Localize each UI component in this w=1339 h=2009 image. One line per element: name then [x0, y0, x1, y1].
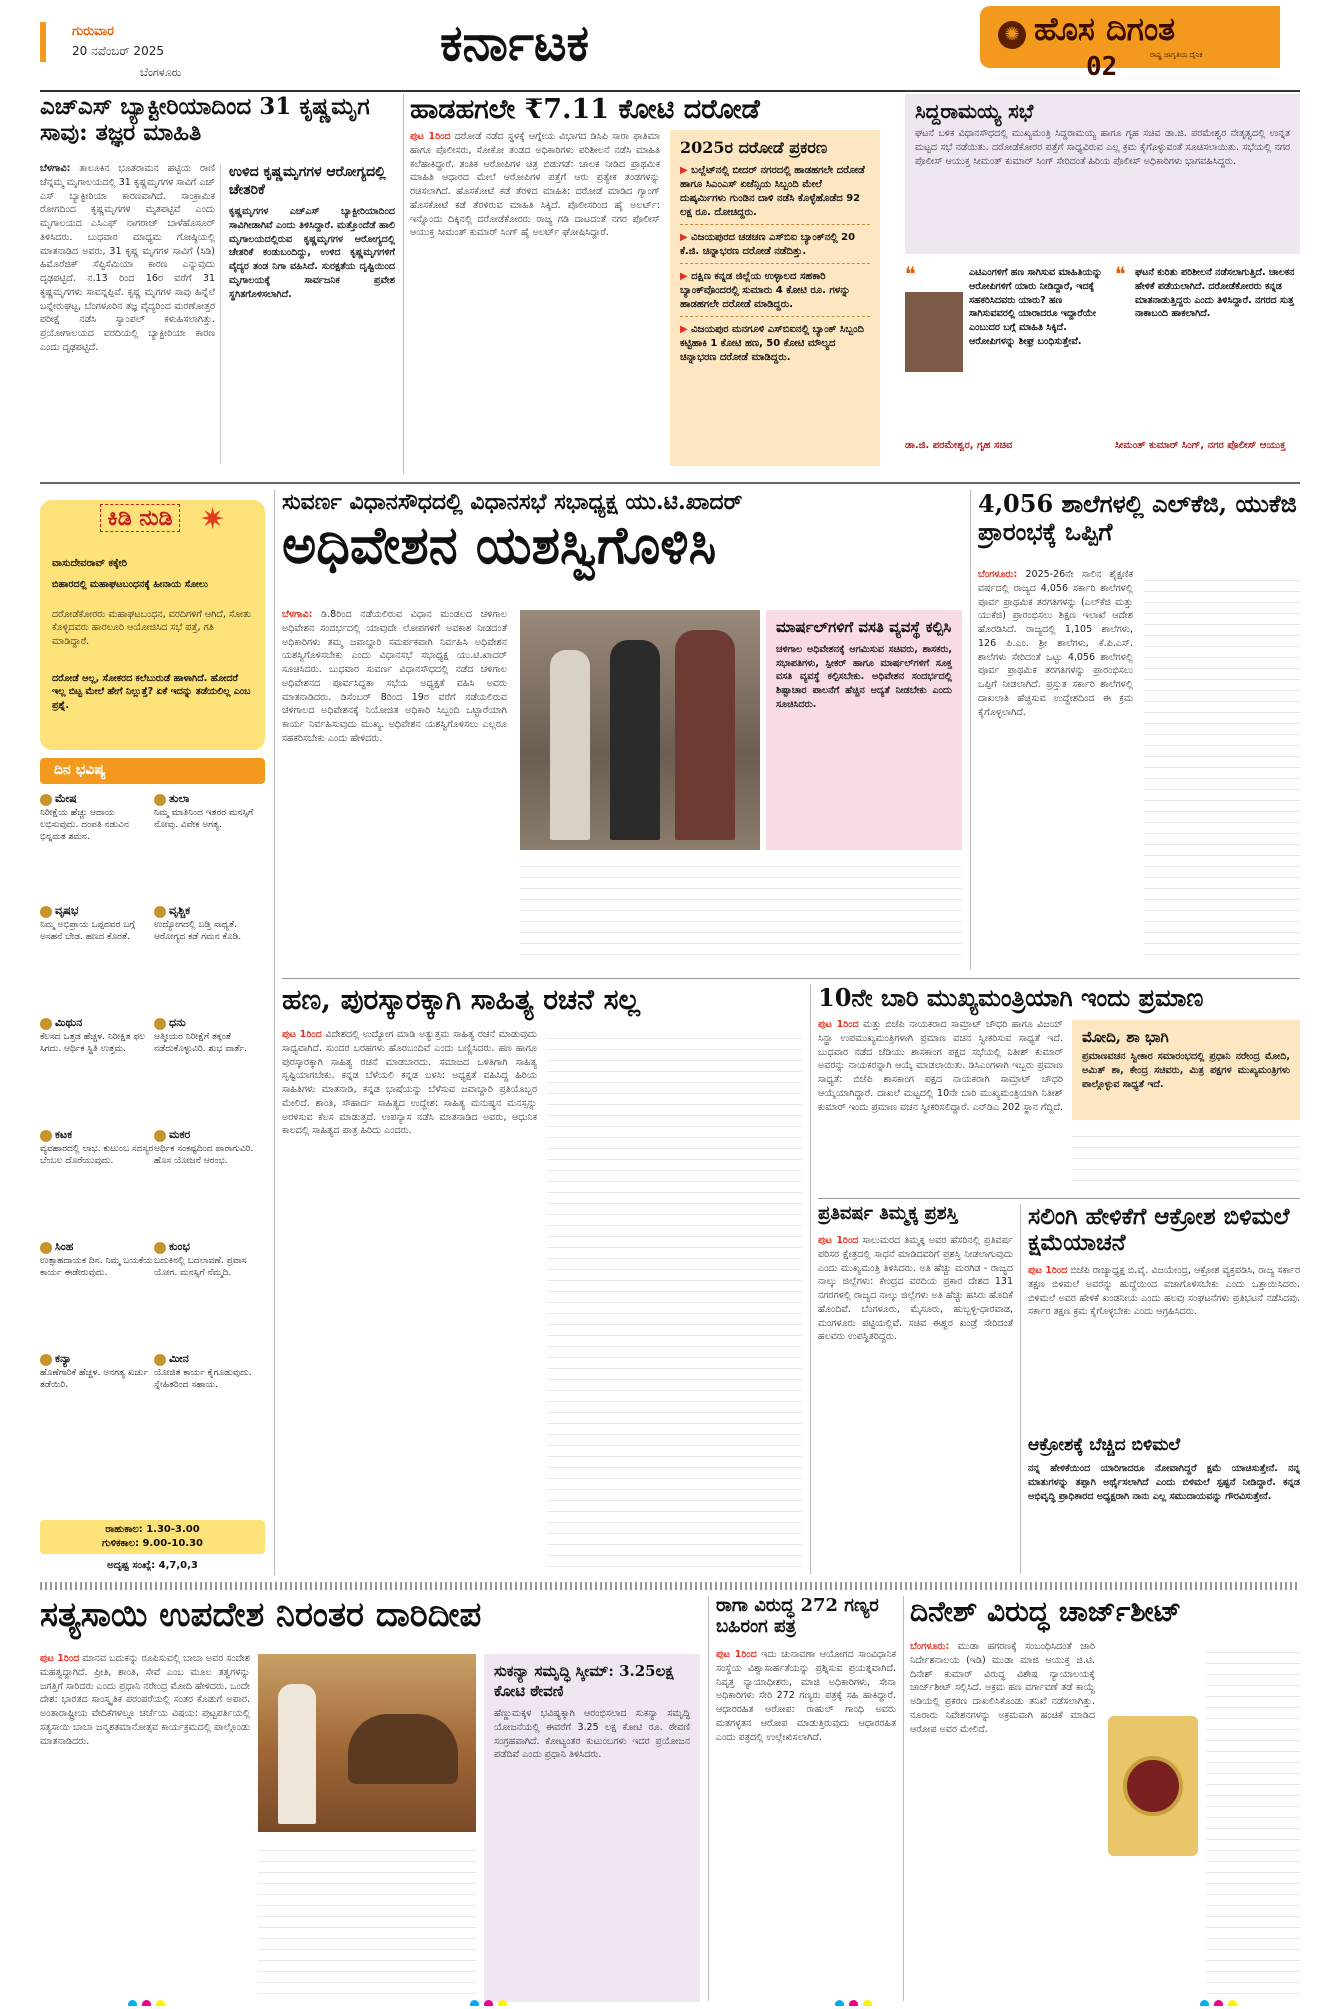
session-continued-text	[520, 856, 962, 964]
robbery-dateline: ಪುಟ 1ರಿಂದ	[410, 131, 451, 142]
spark-icon: ✷	[200, 502, 226, 537]
quote-police-commissioner	[1115, 262, 1300, 474]
masthead-city: ಬೆಂಗಳೂರು	[140, 66, 182, 79]
aries-icon	[40, 794, 52, 806]
bottom-divider	[40, 1582, 1300, 1590]
registration-marks	[470, 1994, 510, 2006]
emblem-icon	[1123, 1756, 1183, 1816]
photo-figure	[550, 650, 590, 840]
horoscope-item: ವೃಷಭ ನಿಮ್ಮ ಅಭಿಪ್ರಾಯ ಒಪ್ಪದವರ ಬಗ್ಗೆ ಅಸಹನೆ ಬೇಡ. ಹಣದ ಕೊರತೆ.	[40, 904, 136, 942]
taurus-icon	[40, 906, 52, 918]
quote-mark-icon: ❝	[1115, 262, 1126, 286]
paper-tagline: ರಾಷ್ಟ್ರ ಜಾಗೃತಿಯ ದೈನಿಕ	[1150, 51, 1203, 59]
photo-figure	[610, 640, 660, 840]
horoscope-item: ಕನ್ಯಾ ಹೊಣೆಗಾರಿಕೆ ಹೆಚ್ಚಳ. ಅನಗತ್ಯ ಖರ್ಚು ತಡೆಯಿರಿ.	[40, 1352, 149, 1390]
robbery-box-title: 2025ರ ದರೋಡೆ ಪ್ರಕರಣ	[680, 138, 828, 157]
sukanya-box-title: ಸುಕನ್ಯಾ ಸಮೃದ್ಧಿ ಸ್ಕೀಮ್: 3.25ಲಕ್ಷ ಕೋಟಿ ಠೇವಣಿ	[494, 1662, 674, 1700]
registration-marks	[1200, 1994, 1240, 2006]
row-rule	[40, 482, 1300, 484]
col-rule	[970, 490, 971, 970]
session-body-text: ಡಿ.8ರಿಂದ ನಡೆಯಲಿರುವ ವಿಧಾನ ಮಂಡಲದ ಚಳಿಗಾಲ ಅಧಿವೇಶನ ಸಂದರ್ಭದಲ್ಲಿ ಯಾವುದೇ ಲೋಪಗಳಿಗೆ ಅವಕಾಶ ನೀಡದಂತೆ ಅಧಿಕಾರಿಗಳು ತಮ್ಮ ಜವಾಬ್ದಾರಿ ಸಮರ್ಪಕವಾಗಿ ನಿರ್ವಹಿಸಿ ಅಧಿವೇಶನ ಯಶಸ್ವಿಗೊಳಿಸಬೇಕು ಎಂದು ವಿಧಾನಸಭೆ ಸಭಾಧ್ಯಕ್ಷ ಯು.ಟಿ.ಖಾದರ್ ಸೂಚಿಸಿದರು. ಬುಧವಾರ ಸುವರ್ಣ ವಿಧಾನಸೌಧದಲ್ಲಿ ನಡೆದ ಚಳಿಗಾಲ ಅಧಿವೇಶನದ ಪೂರ್ವಸಿದ್ಧತಾ ಸಭೆಯ ಅಧ್ಯಕ್ಷತೆ ವಹಿಸಿ ಅವರು ಮಾತನಾಡಿದರು. ಡಿಸೆಂಬರ್ 8ರಿಂದ 19ರ ವರೆಗೆ ನಡೆಯಲಿರುವ ಚಳಿಗಾಲದ ಅಧಿವೇಶನಕ್ಕೆ ನಿಯೋಜಿತ ಅಧಿಕಾರಿ ಸಿಬ್ಬಂದಿ ಒಟ್ಟಾರೆಯಾಗಿ ಕಾರ್ಯ ನಿರ್ವಹಿಸುವುದು ಮುಖ್ಯ. ಅಧಿವೇಶನ ಯಶಸ್ವಿಗೊಳಿಸಲು ಎಲ್ಲರೂ ಸಹಕರಿಸಬೇಕು ಎಂದು ಹೇಳಿದರು.	[282, 609, 507, 744]
dinesh-continued-text	[1206, 1642, 1300, 2000]
masthead	[0, 0, 1339, 92]
session-box-title: ಮಾರ್ಷಲ್‌ಗಳಿಗೆ ವಸತಿ ವ್ಯವಸ್ಥೆ ಕಲ್ಪಿಸಿ	[776, 618, 952, 636]
deer-body-text: ತಾಲೂಕಿನ ಭೂತರಾಮನ ಹಟ್ಟಿಯ ರಾಣಿ ಚೆನ್ನಮ್ಮ ಮೃಗಾಲಯದಲ್ಲಿ 31 ಕೃಷ್ಣಮೃಗಗಳ ಸಾವಿಗೆ ಎಚ್ ಎಸ್ ಬ್ಯಾಕ್ಟೀರಿಯಾ ಕಾರಣವಾಗಿದೆ. ಸಾಂಕ್ರಾಮಿಕ ರೋಗದಿಂದ ಕೃಷ್ಣಮೃಗಗಳ ಮೃತಪಟ್ಟಿವೆ ಎಂದು ಮೃಗಾಲಯದ ಎಸಿಎಫ್ ನಾಗರಾಜ್ ಬಾಳೆಹೊಸೂರ್ ತಿಳಿಸಿದರು. ಬುಧವಾರ ಮಾಧ್ಯಮ ಗೋಷ್ಠಿಯಲ್ಲಿ ಮಾತನಾಡಿದ ಅವರು, 31 ಕೃಷ್ಣ ಮೃಗಗಳ ಸಾವಿಗೆ (ಸಿಡಿ) ಹಿಮೊರೆಜಿಕ್ ಸೆಪ್ಟಿಸೆಮಿಯಾ ಕಾರಣ ಎನ್ನುವುದು ದೃಢಪಟ್ಟಿದೆ. ನ.13 ರಿಂದ 16ರ ವರೆಗೆ 31 ಕೃಷ್ಣಮೃಗಗಳು ಸಾವನ್ನಪ್ಪಿವೆ. ಕೃಷ್ಣ ಮೃಗಗಳ ಸಾವು ಹಿನ್ನೆಲೆ ಬನ್ನೇರುಘಟ್ಟ, ಬೆಂಗಳೂರಿನ ತಜ್ಞ ವೈದ್ಯರಿಂದ ಮರಣೋತ್ತರ ಪರೀಕ್ಷೆ ನಡೆಸಿ ಸ್ಯಾಂಪಲ್ ಕಳುಹಿಸಲಾಗಿತ್ತು. ಪ್ರಯೋಗಾಲಯದ ವರದಿಯಲ್ಲಿ ಬ್ಯಾಕ್ಟೀರಿಯಾ ಕಾರಣ ಎಂದು ದೃಢಪಟ್ಟಿದೆ.	[40, 163, 215, 353]
horoscope-item: ಸಿಂಹ ಉತ್ಸಾಹದಾಯಕ ದಿನ. ನಿಮ್ಮ ಬಯಕೆಯ ಕಾರ್ಯ ಈಡೇರುವುದು.	[40, 1240, 153, 1278]
col-rule	[903, 1596, 904, 2001]
row-rule	[282, 978, 1300, 979]
robbery-box	[670, 130, 880, 466]
scorpio-icon	[154, 906, 166, 918]
dinesh-body	[910, 1640, 1095, 2000]
sathya-sai-dateline: ಪುಟ 1ರಿಂದ	[40, 1653, 80, 1664]
horoscope-item: ಮೇಷ ನಿರೀಕ್ಷೆಯ ಹೆಚ್ಚು ಆದಾಯ ಲಭಿಸುವುದು. ದಂಪತಿ ನಡುವಿನ ಭಿನ್ನಮತ ಶಮನ.	[40, 792, 129, 843]
aquarius-icon	[154, 1242, 166, 1254]
bilimale-body-text: ಬಿಜೆಪಿ ರಾಜ್ಯಾಧ್ಯಕ್ಷ ಬಿ.ವೈ. ವಿಜಯೇಂದ್ರ, ಆಕ್ರೋಶ ವ್ಯಕ್ತಪಡಿಸಿ, ರಾಜ್ಯ ಸರ್ಕಾರ ತಕ್ಷಣ ಬಿಳಿಮಲೆ ಅವರನ್ನು ಹುದ್ದೆಯಿಂದ ವಜಾಗೊಳಿಸಬೇಕು ಎಂದು ಒತ್ತಾಯಿಸಿದರು. ಬಿಳಿಮಲೆ ಅವರ ಹೇಳಿಕೆ ಖಂಡನೀಯ ಎಂದು ಹಲವು ಸಂಘಟನೆಗಳು ಪ್ರತಿಭಟನೆ ನಡೆಸಿದವು. ಸರ್ಕಾರ ತಕ್ಷಣ ಕ್ರಮ ಕೈಗೊಳ್ಳಬೇಕು ಎಂದು ಆಗ್ರಹಿಸಿದರು.	[1028, 1265, 1300, 1318]
deer-box-title: ಉಳಿದ ಕೃಷ್ಣಮೃಗಗಳ ಆರೋಗ್ಯದಲ್ಲಿ ಚೇತರಿಕೆ	[229, 164, 386, 198]
libra-icon	[154, 794, 166, 806]
cm-headline: ಸಿದ್ದರಾಮಯ್ಯ ಸಭೆ	[915, 99, 1034, 123]
horoscope-item: ಮಕರ ಆರ್ಥಿಕ ಸಂಕಷ್ಟದಿಂದ ಪಾರಾಗುವಿರಿ. ಹೊಸ ಯೋಜನೆ ಆರಂಭ.	[154, 1128, 254, 1166]
horoscope-title: ದಿನ ಭವಿಷ್ಯ	[54, 762, 106, 778]
horoscope-item: ವೃಶ್ಚಿಕ ಉದ್ಯೋಗದಲ್ಲಿ ಬಡ್ತಿ ಸಾಧ್ಯತೆ. ಆರೋಗ್ಯದ ಕಡೆ ಗಮನ ಕೊಡಿ.	[154, 904, 242, 942]
horoscope-title-bar	[40, 758, 265, 784]
story-deer	[40, 94, 395, 474]
capricorn-icon	[154, 1130, 166, 1142]
story-bihar-cm	[818, 984, 1300, 1192]
photo-figure	[348, 1714, 458, 1784]
section-title: ಕರ್ನಾಟಕ	[440, 18, 589, 68]
sathya-sai-photo	[258, 1654, 476, 1832]
bullet-icon: ▶	[680, 232, 692, 243]
robbery-headline: ಹಾಡಹಗಲೇ ₹7.11 ಕೋಟಿ ದರೋಡೆ	[410, 94, 760, 125]
cm-body: ಘಟನೆ ಬಳಿಕ ವಿಧಾನಸೌಧದಲ್ಲಿ ಮುಖ್ಯಮಂತ್ರಿ ಸಿದ್ದರಾಮಯ್ಯ ಹಾಗೂ ಗೃಹ ಸಚಿವ ಡಾ.ಜಿ. ಪರಮೇಶ್ವರ ನೇತೃತ್ವದಲ್ಲಿ ಉನ್ನತ ಮಟ್ಟದ ಸಭೆ ನಡೆಯಿತು. ದರೋಡೆಕೋರರ ಪತ್ತೆಗೆ ಸಾಧ್ಯವಿರುವ ಎಲ್ಲ ಕ್ರಮ ಕೈಗೊಳ್ಳುವಂತೆ ಸೂಚಿಸಲಾಯಿತು. ಸಭೆಯಲ್ಲಿ ನಗರ ಪೊಲೀಸ್ ಆಯುಕ್ತ ಸೀಮಂತ್ ಕುಮಾರ್ ಸಿಂಗ್ ಸೇರಿದಂತೆ ಹಿರಿಯ ಪೊಲೀಸ್ ಅಧಿಕಾರಿಗಳು ಭಾಗವಹಿಸಿದ್ದರು.	[915, 128, 1290, 167]
robbery-box-item: ▶ ವಿಜಯಪುರ ಮನಗೂಳಿ ಎಸ್‌ಬಿಐನಲ್ಲಿ ಬ್ಯಾಂಕ್ ಸಿಬ್ಬಂದಿ ಕಟ್ಟಿಹಾಕಿ 1 ಕೋಟಿ ಹಣ, 50 ಕೋಟಿ ಮೌಲ್ಯದ ಚಿನ್ನಾಭರಣ ದರೋಡೆ ಮಾಡಿದ್ದರು.	[680, 324, 865, 363]
session-photo	[520, 610, 760, 850]
horoscope-item: ಧನು ಆತ್ಮೀಯರ ನಿರೀಕ್ಷೆಗೆ ತಕ್ಕಂತೆ ನಡೆದುಕೊಳ್ಳುವಿರಿ. ಶುಭ ವಾರ್ತೆ.	[154, 1016, 247, 1054]
col-rule	[403, 94, 404, 474]
deer-box	[220, 164, 395, 464]
photo-figure	[278, 1684, 316, 1824]
horoscope-item: ಮೀನ ಯೋಜಿತ ಕಾರ್ಯ ಕೈಗೂಡುವುದು. ಸ್ನೇಹಿತರಿಂದ ಸಹಾಯ.	[154, 1352, 252, 1390]
session-body	[282, 608, 507, 963]
quote2-text: ಘಟನೆ ಕುರಿತು ಪರಿಶೀಲನೆ ನಡೆಸಲಾಗುತ್ತಿದೆ. ಚಾಲಕನ ಹೇಳಿಕೆ ಪಡೆಯಲಾಗಿದೆ. ದರೋಡೆಕೋರರು ಕನ್ನಡ ಮಾತನಾಡುತ್ತಿದ್ದರು ಎಂದು ತಿಳಿಸಿದ್ದಾರೆ. ನಗರದ ಸುತ್ತ ನಾಕಾಬಂದಿ ಹಾಕಲಾಗಿದೆ.	[1135, 267, 1295, 320]
kidi-nudi-lead: ಬಿಹಾರದಲ್ಲಿ ಮಹಾಘಟಬಂಧನಕ್ಕೆ ಹೀನಾಯ ಸೋಲು	[52, 579, 208, 590]
bilimale-body	[1028, 1264, 1300, 1424]
story-literature	[282, 984, 802, 1574]
kidi-nudi-box	[40, 500, 265, 750]
bihar-dateline: ಪುಟ 1ರಿಂದ	[818, 1019, 859, 1030]
thimmakka-body-text: ಸಾಲುಮರದ ತಿಮ್ಮಕ್ಕ ಅವರ ಹೆಸರಿನಲ್ಲಿ ಪ್ರತಿವರ್ಷ ಪರಿಸರ ಕ್ಷೇತ್ರದಲ್ಲಿ ಸಾಧನೆ ಮಾಡಿದವರಿಗೆ ಪ್ರಶಸ್ತಿ ನೀಡಲಾಗುವುದು ಎಂದು ಮುಖ್ಯಮಂತ್ರಿ ತಿಳಿಸಿದರು. ಅತಿ ಹೆಚ್ಚು ಮರಗಿಡ - ರಾಜ್ಯದ ನಾಲ್ಕು ಜಿಲ್ಲೆಗಳು: ಕೇಂದ್ರದ ವರದಿಯ ಪ್ರಕಾರ ದೇಶದ 131 ನಗರಗಳಲ್ಲಿ ರಾಜ್ಯದ ನಾಲ್ಕು ಜಿಲ್ಲೆಗಳು ಅತಿ ಹೆಚ್ಚು ಹಸಿರು ಹೊದಿಕೆ ಹೊಂದಿವೆ. ಬೆಂಗಳೂರು, ಮೈಸೂರು, ಹುಬ್ಬಳ್ಳಿ-ಧಾರವಾಡ, ಮಂಗಳೂರು ಪಟ್ಟಿಯಲ್ಲಿವೆ. ಸಚಿವ ಈಶ್ವರ ಖಂಡ್ರೆ ಸೇರಿದಂತೆ ಹಲವರು ಉಪಸ್ಥಿತರಿದ್ದರು.	[818, 1235, 1013, 1343]
photo-figure	[675, 630, 735, 840]
robbery-box-item: ▶ ಬಲ್ಲೆಟ್‌ನಲ್ಲಿ ಬೀದರ್ ನಗರದಲ್ಲಿ ಹಾಡಹಗಲೇ ದರೋಡೆ ಹಾಗೂ ಸಿಎಂಎಸ್ ಏಜೆನ್ಸಿಯ ಸಿಬ್ಬಂದಿ ಮೇಲೆ ದುಷ್ಕರ್ಮಿಗಳು ಗುಂಡಿನ ದಾಳಿ ನಡೆಸಿ ಕೊಳ್ಳೆಹೊಡೆದ 92 ಲಕ್ಷ ರೂ. ದೋಚಿದ್ದರು.	[680, 164, 870, 225]
story-raga	[716, 1596, 896, 2006]
bihar-box-title: ಮೋದಿ, ಶಾ ಭಾಗಿ	[1082, 1028, 1169, 1046]
session-headline: ಅಧಿವೇಶನ ಯಶಸ್ವಿಗೊಳಿಸಿ	[282, 515, 717, 577]
schools-dateline: ಬೆಂಗಳೂರು:	[978, 569, 1018, 580]
raga-headline: ರಾಗಾ ವಿರುದ್ಧ 272 ಗಣ್ಯರ ಬಹಿರಂಗ ಪತ್ರ	[716, 1596, 879, 1637]
bihar-body	[818, 1018, 1063, 1188]
thimmakka-body	[818, 1234, 1013, 1569]
quote-mark-icon: ❝	[905, 262, 916, 286]
horoscope-item: ಮಿಥುನ ಕೆಲಸದ ಒತ್ತಡ ಹೆಚ್ಚಳ. ನಿರೀಕ್ಷಿತ ಫಲ ಸಿಗದು. ಆರ್ಥಿಕ ಸ್ಥಿತಿ ಉತ್ತಮ.	[40, 1016, 146, 1054]
sukanya-box	[484, 1654, 700, 2002]
sagittarius-icon	[154, 1018, 166, 1030]
session-box	[766, 610, 962, 850]
literature-body	[282, 1028, 537, 1568]
dinesh-headline: ದಿನೇಶ್ ವಿರುದ್ಧ ಚಾರ್ಜ್‌ಶೀಟ್	[910, 1596, 1182, 1628]
bilimale-headline: ಸಲಿಂಗಿ ಹೇಳಿಕೆಗೆ ಆಕ್ರೋಶ ಬಿಳಿಮಲೆ ಕ್ಷಮೆಯಾಚನೆ	[1028, 1204, 1290, 1257]
gemini-icon	[40, 1018, 52, 1030]
schools-headline: 4,056 ಶಾಲೆಗಳಲ್ಲಿ ಎಲ್‌ಕೆಜಿ, ಯುಕೆಜಿ ಪ್ರಾರಂಭಕ್ಕೆ ಒಪ್ಪಿಗೆ	[978, 490, 1297, 546]
raga-body-text: ಇದು ಚುನಾವಣಾ ಆಯೋಗದ ಸಾಂವಿಧಾನಿಕ ಸಂಸ್ಥೆಯ ವಿಶ್ವಾಸಾರ್ಹತೆಯನ್ನು ಪ್ರಶ್ನಿಸುವ ಪ್ರಯತ್ನವಾಗಿದೆ. ನಿವೃತ್ತ ನ್ಯಾಯಾಧೀಶರು, ಮಾಜಿ ಅಧಿಕಾರಿಗಳು, ಸೇನಾ ಅಧಿಕಾರಿಗಳು ಸೇರಿ 272 ಗಣ್ಯರು ಪತ್ರಕ್ಕೆ ಸಹಿ ಹಾಕಿದ್ದಾರೆ. ಆಧಾರರಹಿತ ಆರೋಪ: ರಾಹುಲ್ ಗಾಂಧಿ ಅವರು ಮತಗಳ್ಳತನ ಆರೋಪ ಮಾಡುತ್ತಿರುವುದು ಆಧಾರರಹಿತ ಎಂದು ಪತ್ರದಲ್ಲಿ ಉಲ್ಲೇಖಿಸಲಾಗಿದೆ.	[716, 1649, 896, 1743]
story-sathya-sai	[40, 1596, 700, 2006]
story-schools	[978, 490, 1300, 970]
horoscope-grid	[40, 792, 265, 1502]
literature-body-text: ವಿದೇಶದಲ್ಲಿ ಉದ್ಯೋಗ ಮಾಡಿ ಅತ್ಯುತ್ತಮ ಸಾಹಿತ್ಯ ರಚನೆ ಮಾಡುವುದು ಸಾಧ್ಯವಾಗಿದೆ. ಸುಂದರ ಬರಹಗಳು ಹೊರಬಂದಿವೆ ಎಂದು ಬಣ್ಣಿಸಿದರು. ಹಣ ಹಾಗೂ ಪುರಸ್ಕಾರಕ್ಕಾಗಿ ಸಾಹಿತ್ಯ ರಚನೆ ಮಾಡಬಾರದು. ಸಮಾಜದ ಒಳಿತಿಗಾಗಿ ಸಾಹಿತ್ಯ ಸೃಷ್ಟಿಯಾಗಬೇಕು. ಕನ್ನಡ ಬೆಳೆಯಲಿ ಕನ್ನಡ ಬಳಸಿ: ಅಧ್ಯಕ್ಷತೆ ವಹಿಸಿದ್ದ ಹಿರಿಯ ಸಾಹಿತಿಗಳು ಮಾತನಾಡಿ, ಕನ್ನಡ ಭಾಷೆಯನ್ನು ಬೆಳೆಸುವ ಜವಾಬ್ದಾರಿ ಪ್ರತಿಯೊಬ್ಬರ ಮೇಲಿದೆ. ಶಾಂತಿ, ಸೌಹಾರ್ದ ಸಾಹಿತ್ಯದ ಉದ್ದೇಶ: ಸಾಹಿತ್ಯ ಮನುಷ್ಯನ ಮನಸ್ಸನ್ನು ಅರಳಿಸುವ ಕೆಲಸ ಮಾಡುತ್ತದೆ. ಉಪನ್ಯಾಸ ನಡೆಸಿ ಮಾತನಾಡಿದ ಅವರು, ಆಧುನಿಕ ಕಾಲದಲ್ಲಿ ಸಾಹಿತ್ಯದ ಪಾತ್ರ ಹಿರಿದು ಎಂದರು.	[282, 1029, 537, 1137]
story-bilimale	[1028, 1204, 1300, 1574]
sukanya-box-body: ಹೆಣ್ಣುಮಕ್ಕಳ ಭವಿಷ್ಯಕ್ಕಾಗಿ ಆರಂಭಿಸಲಾದ ಸುಕನ್ಯಾ ಸಮೃದ್ಧಿ ಯೋಜನೆಯಲ್ಲಿ ಈವರೆಗೆ 3.25 ಲಕ್ಷ ಕೋಟಿ ರೂ. ಠೇವಣಿ ಸಂಗ್ರಹವಾಗಿದೆ. ಕೋಟ್ಯಂತರ ಕುಟುಂಬಗಳು ಇದರ ಪ್ರಯೋಜನ ಪಡೆದಿವೆ ಎಂದು ಪ್ರಧಾನಿ ತಿಳಿಸಿದರು.	[494, 1708, 690, 1761]
horoscope-item: ಕಟಕ ವ್ಯವಹಾರದಲ್ಲಿ ಲಾಭ. ಕುಟುಂಬ ಸದಸ್ಯರ ಬೆಂಬಲ ದೊರೆಯುವುದು.	[40, 1128, 154, 1166]
deer-headline: ಎಚ್‌ಎಸ್ ಬ್ಯಾಕ್ಟೀರಿಯಾದಿಂದ 31 ಕೃಷ್ಣಮೃಗ ಸಾವು: ತಜ್ಞರ ಮಾಹಿತಿ	[40, 94, 370, 147]
bihar-box	[1072, 1020, 1300, 1120]
bilimale-dateline: ಪುಟ 1ರಿಂದ	[1028, 1265, 1068, 1276]
page-number: 02	[1086, 52, 1118, 82]
virgo-icon	[40, 1354, 52, 1366]
quote2-by: ಸೀಮಂತ್ ಕುಮಾರ್ ಸಿಂಗ್, ನಗರ ಪೊಲೀಸ್ ಆಯುಕ್ತ	[1115, 440, 1286, 451]
registration-marks	[835, 1994, 875, 2006]
literature-headline: ಹಣ, ಪುರಸ್ಕಾರಕ್ಕಾಗಿ ಸಾಹಿತ್ಯ ರಚನೆ ಸಲ್ಲ	[282, 984, 640, 1016]
literature-dateline: ಪುಟ 1ರಿಂದ	[282, 1029, 322, 1040]
masthead-orange-bar	[40, 22, 46, 62]
quote1-by: ಡಾ.ಜಿ. ಪರಮೇಶ್ವರ, ಗೃಹ ಸಚಿವ	[905, 440, 1013, 451]
horoscope-item: ತುಲಾ ನಿಮ್ಮ ಮಾತಿನಿಂದ ಇತರರ ಮನಸ್ಸಿಗೆ ನೋವು. ವಿವೇಕ ಅಗತ್ಯ.	[154, 792, 254, 830]
literature-continued-text	[547, 1028, 802, 1568]
robbery-body	[410, 130, 660, 470]
sathya-sai-headline: ಸತ್ಯಸಾಯಿ ಉಪದೇಶ ನಿರಂತರ ದಾರಿದೀಪ	[40, 1596, 482, 1635]
robbery-box-item: ▶ ವಿಜಯಪುರದ ಚಡಚಣ ಎಸ್‌ಬಿಐ ಬ್ಯಾಂಕ್‌ನಲ್ಲಿ 20 ಕೆ.ಜಿ. ಚಿನ್ನಾಭರಣ ದರೋಡೆ ನಡೆದಿತ್ತು.	[680, 231, 870, 264]
schools-body	[978, 568, 1133, 963]
session-kicker: ಸುವರ್ಣ ವಿಧಾನಸೌಧದಲ್ಲಿ ವಿಧಾನಸಭೆ ಸಭಾಧ್ಯಕ್ಷ ಯು.ಟಿ.ಖಾದರ್	[282, 490, 743, 515]
sathya-sai-body	[40, 1652, 250, 2002]
registration-marks	[128, 1994, 168, 2006]
thimmakka-dateline: ಪುಟ 1ರಿಂದ	[818, 1235, 859, 1246]
gulika-time: 9.00-10.30	[142, 1538, 203, 1549]
story-thimmakka	[818, 1204, 1013, 1574]
kidi-nudi-body: ದರೋಡೆಕೋರರು ಮಹಾಘಟಬಂಧನ, ವರದಿಗಳಿಗೆ ಆಗಿದೆ, ಸೋತು ಕೊಳ್ಳಿದವರು ಹಾರಲೂರಿ ಆಯೋಜಿಸಿದ ಸಭೆ ಪತ್ತೆ, ಗತಿ ಮಾಡಿದ್ದಾರೆ.	[52, 609, 252, 647]
robbery-body-text: ದರೋಡೆ ನಡೆದ ಸ್ಥಳಕ್ಕೆ ಆಗ್ನೇಯ ವಿಭಾಗದ ಡಿಸಿಪಿ ಸಾರಾ ಫಾತಿಮಾ ಹಾಗೂ ಪೊಲೀಸರು, ಸೋಕೋ ತಂಡದ ಅಧಿಕಾರಿಗಳು ಪರಿಶೀಲನೆ ನಡೆಸಿ ಮಾಹಿತಿ ಕಲೆಹಾಕಿದ್ದಾರೆ. ತಂತಿಕ ಆರೋಪಿಗಳ ಚಿತ್ರ ಬಿಡುಗಡೆ: ಚಾಲಕ ನೀಡಿದ ಪ್ರಾಥಮಿಕ ಮಾಹಿತಿ ಆಧಾರದ ಮೇಲೆ ಆರೋಪಿಗಳ ಪತ್ತೆಗೆ ಆರು ಪ್ರತ್ಯೇಕ ತಂಡಗಳನ್ನು ರಚಿಸಲಾಗಿದೆ. ಹೊಸಕೋಟೆ ಕಡೆ ತೆರಳಿದ ಮಾಹಿತಿ: ದರೋಡೆ ಮಾಡಿದ ಗ್ಯಾಂಗ್ ಹೊಸಕೋಟೆ ಕಡೆ ತೆರಳಿರುವ ಮಾಹಿತಿ ಸಿಕ್ಕಿದೆ. ಪೊಲೀಸರಿಂದ ಹೈ ಅಲರ್ಟ್: ಇನ್ನೊಂದು ದಿಕ್ಕಿನಲ್ಲಿ ದರೋಡೆಕೋರರು ರಾಜ್ಯ ಗಡಿ ದಾಟದಂತೆ ನಗರ ಪೊಲೀಸ್ ಆಯುಕ್ತ ಸೀಮಂತ್ ಕುಮಾರ್ ಸಿಂಗ್ ಹೈ ಅಲರ್ಟ್ ಘೋಷಿಸಿದ್ದಾರೆ.	[410, 131, 660, 239]
masthead-date: 20 ನವೆಂಬರ್ 2025	[72, 44, 164, 58]
bilimale-subheadline: ಆಕ್ರೋಶಕ್ಕೆ ಬೆಚ್ಚಿದ ಬಿಳಿಮಲೆ	[1028, 1436, 1181, 1455]
quote-parameshwar	[905, 262, 1105, 474]
horoscope-item: ಕುಂಭ ಬದುಕಿನಲ್ಲಿ ಬದಲಾವಣೆ. ಪ್ರವಾಸ ಯೋಗ. ಮನಸ್ಸಿಗೆ ನೆಮ್ಮದಿ.	[154, 1240, 247, 1278]
masthead-day: ಗುರುವಾರ	[72, 24, 114, 39]
paper-name: ಹೊಸ ದಿಗಂತ	[1034, 10, 1176, 48]
bihar-box-body: ಪ್ರಮಾಣವಚನ ಸ್ವೀಕಾರ ಸಮಾರಂಭದಲ್ಲಿ ಪ್ರಧಾನಿ ನರೇಂದ್ರ ಮೋದಿ, ಅಮಿತ್ ಶಾ, ಕೇಂದ್ರ ಸಚಿವರು, ಮಿತ್ರ ಪಕ್ಷಗಳ ಮುಖ್ಯಮಂತ್ರಿಗಳು ಪಾಲ್ಗೊಳ್ಳುವ ಸಾಧ್ಯತೆ ಇದೆ.	[1082, 1051, 1290, 1090]
kidi-nudi-title: ಕಿಡಿ ನುಡಿ	[100, 504, 180, 532]
story-session	[282, 490, 962, 970]
parameshwar-photo	[905, 292, 963, 372]
row-rule	[818, 1198, 1300, 1199]
dinesh-dateline: ಬೆಂಗಳೂರು:	[910, 1641, 950, 1652]
story-cm-meeting	[905, 94, 1300, 254]
kidi-nudi-author: ವಾಸುದೇವರಾವ್ ಕಕ್ಕೇರಿ	[52, 558, 128, 569]
thimmakka-headline: ಪ್ರತಿವರ್ಷ ತಿಮ್ಮಕ್ಕ ಪ್ರಶಸ್ತಿ	[818, 1204, 958, 1224]
robbery-box-item: ▶ ದಕ್ಷಿಣ ಕನ್ನಡ ಜಿಲ್ಲೆಯ ಉಳ್ಳಾಲದ ಸಹಕಾರಿ ಬ್ಯಾಂಕ್‌ವೊಂದರಲ್ಲಿ ಸುಮಾರು 4 ಕೋಟಿ ರೂ. ಗಳನ್ನು ಹಾಡಹಗಲೇ ದರೋಡೆ ಮಾಡಿದ್ದರು.	[680, 270, 870, 317]
masthead-rule	[40, 90, 1300, 92]
schools-continued-text	[1144, 570, 1300, 962]
deer-dateline: ಬೆಳಗಾವಿ:	[40, 163, 71, 174]
bihar-body-text: ಮತ್ತು ಬಿಜೆಪಿ ನಾಯಕರಾದ ಸಾಮ್ರಾಟ್ ಚೌಧರಿ ಹಾಗೂ ವಿಜಯ್ ಸಿನ್ಹಾ ಉಪಮುಖ್ಯಮಂತ್ರಿಗಳಾಗಿ ಪ್ರಮಾಣ ವಚನ ಸ್ವೀಕರಿಸುವ ಸಾಧ್ಯತೆ ಇದೆ. ಬುಧವಾರ ನಡೆದ ಜೆಡಿಯು ಶಾಸಕಾಂಗ ಪಕ್ಷದ ಸಭೆಯಲ್ಲಿ ನಿತೀಶ್ ಕುಮಾರ್ ಅವರನ್ನು ನಾಯಕರನ್ನಾಗಿ ಆಯ್ಕೆ ಮಾಡಲಾಯಿತು. ಡಿಸಿಎಂಗಳಾಗಿ ಇಬ್ಬರು ಪ್ರಮಾಣ ಸಾಧ್ಯತೆ: ಬಿಜೆಪಿ ಶಾಸಕಾಂಗ ಪಕ್ಷದ ನಾಯಕರಾಗಿ ಸಾಮ್ರಾಟ್ ಚೌಧರಿ ಆಯ್ಕೆಯಾಗಿದ್ದಾರೆ. ದಾಖಲೆ ಮಟ್ಟದಲ್ಲಿ 10ನೇ ಬಾರಿ ಮುಖ್ಯಮಂತ್ರಿಯಾಗಿ ನಿತೀಶ್ ಕುಮಾರ್ ಇಂದು ಪ್ರಮಾಣ ವಚನ ಸ್ವೀಕರಿಸಲಿದ್ದಾರೆ. ಎನ್‌ಡಿಎ 202 ಸ್ಥಾನ ಗೆದ್ದಿದೆ.	[818, 1019, 1063, 1113]
rahu-time: 1.30-3.00	[146, 1524, 200, 1535]
kidi-nudi-tag: ದರೋಡೆ ಆಲ್ಲ, ಸೋಕರದ ಕಲೆಬುರುಡೆ ಹಾಳಾಗಿದೆ. ಹೋದರೆ ಇಲ್ಲ ಬಿಟ್ಟ ಮೇಲೆ ಹೇಗೆ ನಿಲ್ಲುತ್ತೆ? ಏಕೆ ಇದನ್ನು ತಡೆಯಲಿಲ್ಲ ಎಂಬ ಪ್ರಶ್ನೆ.	[52, 673, 251, 711]
session-box-body: ಚಳಿಗಾಲ ಅಧಿವೇಶನಕ್ಕೆ ಆಗಮಿಸುವ ಸಚಿವರು, ಶಾಸಕರು, ಸಭಾಪತಿಗಳು, ಸ್ಪೀಕರ್ ಹಾಗೂ ಮಾರ್ಷಲ್‌ಗಳಿಗೆ ಸೂಕ್ತ ವಸತಿ ವ್ಯವಸ್ಥೆ ಕಲ್ಪಿಸಬೇಕು. ಅಧಿವೇಶನ ಸಂದರ್ಭದಲ್ಲಿ ಶಿಷ್ಟಾಚಾರ ಪಾಲನೆಗೆ ಹೆಚ್ಚಿನ ಆದ್ಯತೆ ನೀಡಬೇಕು ಎಂದು ಸೂಚಿಸಿದರು.	[776, 643, 952, 710]
deer-body	[40, 162, 215, 467]
raga-dateline: ಪುಟ 1ರಿಂದ	[716, 1649, 757, 1660]
cancer-icon	[40, 1130, 52, 1142]
bullet-icon: ▶	[680, 271, 692, 282]
session-dateline: ಬೆಳಗಾವಿ:	[282, 609, 313, 620]
lamp-icon: ✺	[998, 21, 1026, 49]
bullet-icon: ▶	[680, 165, 692, 176]
sathya-sai-continued-text	[258, 1840, 476, 2002]
schools-body-text: 2025-26ನೇ ಸಾಲಿನ ಶೈಕ್ಷಣಿಕ ವರ್ಷದಲ್ಲಿ ರಾಜ್ಯದ 4,056 ಸರ್ಕಾರಿ ಶಾಲೆಗಳಲ್ಲಿ ಪೂರ್ವ ಪ್ರಾಥಮಿಕ ತರಗತಿಗಳನ್ನು (ಎಲ್‌ಕೆಜಿ ಮತ್ತು ಯುಕೆಜಿ) ಪ್ರಾರಂಭಿಸಲು ಶಿಕ್ಷಣ ಇಲಾಖೆ ಆದೇಶ ಹೊರಡಿಸಿದೆ. ರಾಜ್ಯದಲ್ಲಿ 1,105 ಶಾಲೆಗಳು, 126 ಪಿ.ಎಂ. ಶ್ರೀ ಶಾಲೆಗಳು, ಕೆ.ಪಿ.ಎಸ್. ಶಾಲೆಗಳು ಸೇರಿದಂತೆ ಒಟ್ಟು 4,056 ಶಾಲೆಗಳಲ್ಲಿ ಪೂರ್ವ ಪ್ರಾಥಮಿಕ ತರಗತಿಗಳನ್ನು ಪ್ರಾರಂಭಿಸಲು ಒಪ್ಪಿಗೆ ನೀಡಲಾಗಿದೆ. ಪ್ರಸ್ತುತ ಸರ್ಕಾರಿ ಶಾಲೆಗಳಲ್ಲಿ ದಾಖಲಾತಿ ಹೆಚ್ಚಿಸುವ ಉದ್ದೇಶದಿಂದ ಈ ಕ್ರಮ ಕೈಗೊಳ್ಳಲಾಗಿದೆ.	[978, 569, 1133, 718]
ed-emblem	[1108, 1716, 1198, 1856]
bullet-icon: ▶	[680, 324, 692, 335]
leo-icon	[40, 1242, 52, 1254]
deer-box-body: ಕೃಷ್ಣಮೃಗಗಳ ಎಚ್‌ಎಸ್ ಬ್ಯಾಕ್ಟೀರಿಯಾದಿಂದ ಸಾವಿಗೀಡಾಗಿವೆ ಎಂದು ತಿಳಿಸಿದ್ದಾರೆ. ಮತ್ತೊಂದೆಡೆ ಹಾಲಿ ಮೃಗಾಲಯದಲ್ಲಿರುವ ಕೃಷ್ಣಮೃಗಗಳ ಆರೋಗ್ಯದಲ್ಲಿ ಚೇತರಿಕೆ ಕಂಡುಬಂದಿದ್ದು, ಉಳಿದ ಕೃಷ್ಣಮೃಗಗಳಿಗೆ ವೈದ್ಯರ ತಂಡ ನಿಗಾ ವಹಿಸಿದೆ. ಸುರಕ್ಷತೆಯ ದೃಷ್ಟಿಯಿಂದ ಮೃಗಾಲಯಕ್ಕೆ ಸಾರ್ವಜನಿಕ ಪ್ರವೇಶ ಸ್ಥಗಿತಗೊಳಿಸಲಾಗಿದೆ.	[229, 206, 395, 300]
dinesh-body-text: ಮುಡಾ ಹಗರಣಕ್ಕೆ ಸಂಬಂಧಿಸಿದಂತೆ ಜಾರಿ ನಿರ್ದೇಶನಾಲಯ (ಇಡಿ) ಮುಡಾ ಮಾಜಿ ಆಯುಕ್ತ ಜಿ.ಟಿ. ದಿನೇಶ್ ಕುಮಾರ್ ವಿರುದ್ಧ ವಿಶೇಷ ನ್ಯಾಯಾಲಯಕ್ಕೆ ಚಾರ್ಜ್‌ಶೀಟ್ ಸಲ್ಲಿಸಿದೆ. ಅಕ್ರಮ ಹಣ ವರ್ಗಾವಣೆ ತಡೆ ಕಾಯ್ದೆ ಅಡಿಯಲ್ಲಿ ಪ್ರಕರಣ ದಾಖಲಿಸಿಕೊಂಡು ತನಿಖೆ ನಡೆಸಲಾಗಿತ್ತು. ನೂರಾರು ನಿವೇಶನಗಳನ್ನು ಅಕ್ರಮವಾಗಿ ಹಂಚಿಕೆ ಮಾಡಿದ ಆರೋಪ ಅವರ ಮೇಲಿದೆ.	[910, 1641, 1095, 1735]
lucky-numbers: ಅದೃಷ್ಟ ಸಂಖ್ಯೆ: 4,7,0,3	[107, 1560, 198, 1571]
bihar-headline: 10ನೇ ಬಾರಿ ಮುಖ್ಯಮಂತ್ರಿಯಾಗಿ ಇಂದು ಪ್ರಮಾಣ	[818, 984, 1204, 1012]
bihar-continued-text	[1072, 1126, 1300, 1188]
col-rule	[810, 984, 811, 1574]
story-robbery	[410, 94, 895, 474]
raga-body	[716, 1648, 896, 2000]
pisces-icon	[154, 1354, 166, 1366]
col-rule	[1020, 1204, 1021, 1574]
col-rule	[708, 1596, 709, 2001]
rahu-gulika-box: ರಾಹುಕಾಲ: 1.30-3.00 ಗುಳಿಕಕಾಲ: 9.00-10.30	[40, 1520, 265, 1554]
sathya-sai-body-text: ಮಾನವ ಬದುಕನ್ನು ರೂಪಿಸುವಲ್ಲಿ ಬಾಬಾ ಅವರ ಸಂದೇಶ ಮಹತ್ವದ್ದಾಗಿದೆ. ಪ್ರೀತಿ, ಶಾಂತಿ, ಸೇವೆ ಎಂಬ ಮೂಲ ತತ್ವಗಳನ್ನು ಜಗತ್ತಿಗೆ ಸಾರಿದರು ಎಂದು ಪ್ರಧಾನಿ ನರೇಂದ್ರ ಮೋದಿ ಹೇಳಿದರು. ಒಂದೇ ದೇಶ: ಭಾರತದ ಸಾಂಸ್ಕೃತಿಕ ಪರಂಪರೆಯಲ್ಲಿ ಸಂತರ ಕೊಡುಗೆ ಅಪಾರ. ಅಂತಾರಾಷ್ಟ್ರೀಯ ವೇದಿಕೆಗಳಲ್ಲೂ ಚರ್ಚೆಯ ವಿಷಯ: ಪುಟ್ಟಪರ್ತಿಯಲ್ಲಿ ಸತ್ಯಸಾಯಿ ಬಾಬಾ ಜನ್ಮಶತಮಾನೋತ್ಸವ ಕಾರ್ಯಕ್ರಮದಲ್ಲಿ ಪಾಲ್ಗೊಂಡು ಮಾತನಾಡಿದರು.	[40, 1653, 250, 1747]
col-rule	[274, 490, 275, 1575]
quote1-text: ಎಟಿಎಂಗಳಿಗೆ ಹಣ ಸಾಗಿಸುವ ಮಾಹಿತಿಯನ್ನು ಆರೋಪಿಗಳಿಗೆ ಯಾರು ನೀಡಿದ್ದಾರೆ, ಇದಕ್ಕೆ ಸಹಕರಿಸಿದವರು ಯಾರು? ಹಣ ಸಾಗಿಸುವವರಲ್ಲಿ ಯಾರಾದರೂ ಇದ್ದಾರೆಯೇ ಎಂಬುದರ ಬಗ್ಗೆ ಮಾಹಿತಿ ಸಿಕ್ಕಿದೆ. ಆರೋಪಿಗಳನ್ನು ಶೀಘ್ರ ಬಂಧಿಸುತ್ತೇವೆ.	[969, 267, 1103, 347]
story-dinesh	[910, 1596, 1300, 2006]
bilimale-sub-body: ನನ್ನ ಹೇಳಿಕೆಯಿಂದ ಯಾರಿಗಾದರೂ ನೋವಾಗಿದ್ದರೆ ಕ್ಷಮೆ ಯಾಚಿಸುತ್ತೇನೆ. ನನ್ನ ಮಾತುಗಳನ್ನು ತಪ್ಪಾಗಿ ಅರ್ಥೈಸಲಾಗಿದೆ ಎಂದು ಬಿಳಿಮಲೆ ಸ್ಪಷ್ಟನೆ ನೀಡಿದ್ದಾರೆ. ಕನ್ನಡ ಅಭಿವೃದ್ಧಿ ಪ್ರಾಧಿಕಾರದ ಅಧ್ಯಕ್ಷರಾಗಿ ನಾನು ಎಲ್ಲ ಸಮುದಾಯವನ್ನು ಗೌರವಿಸುತ್ತೇನೆ.	[1028, 1463, 1300, 1502]
